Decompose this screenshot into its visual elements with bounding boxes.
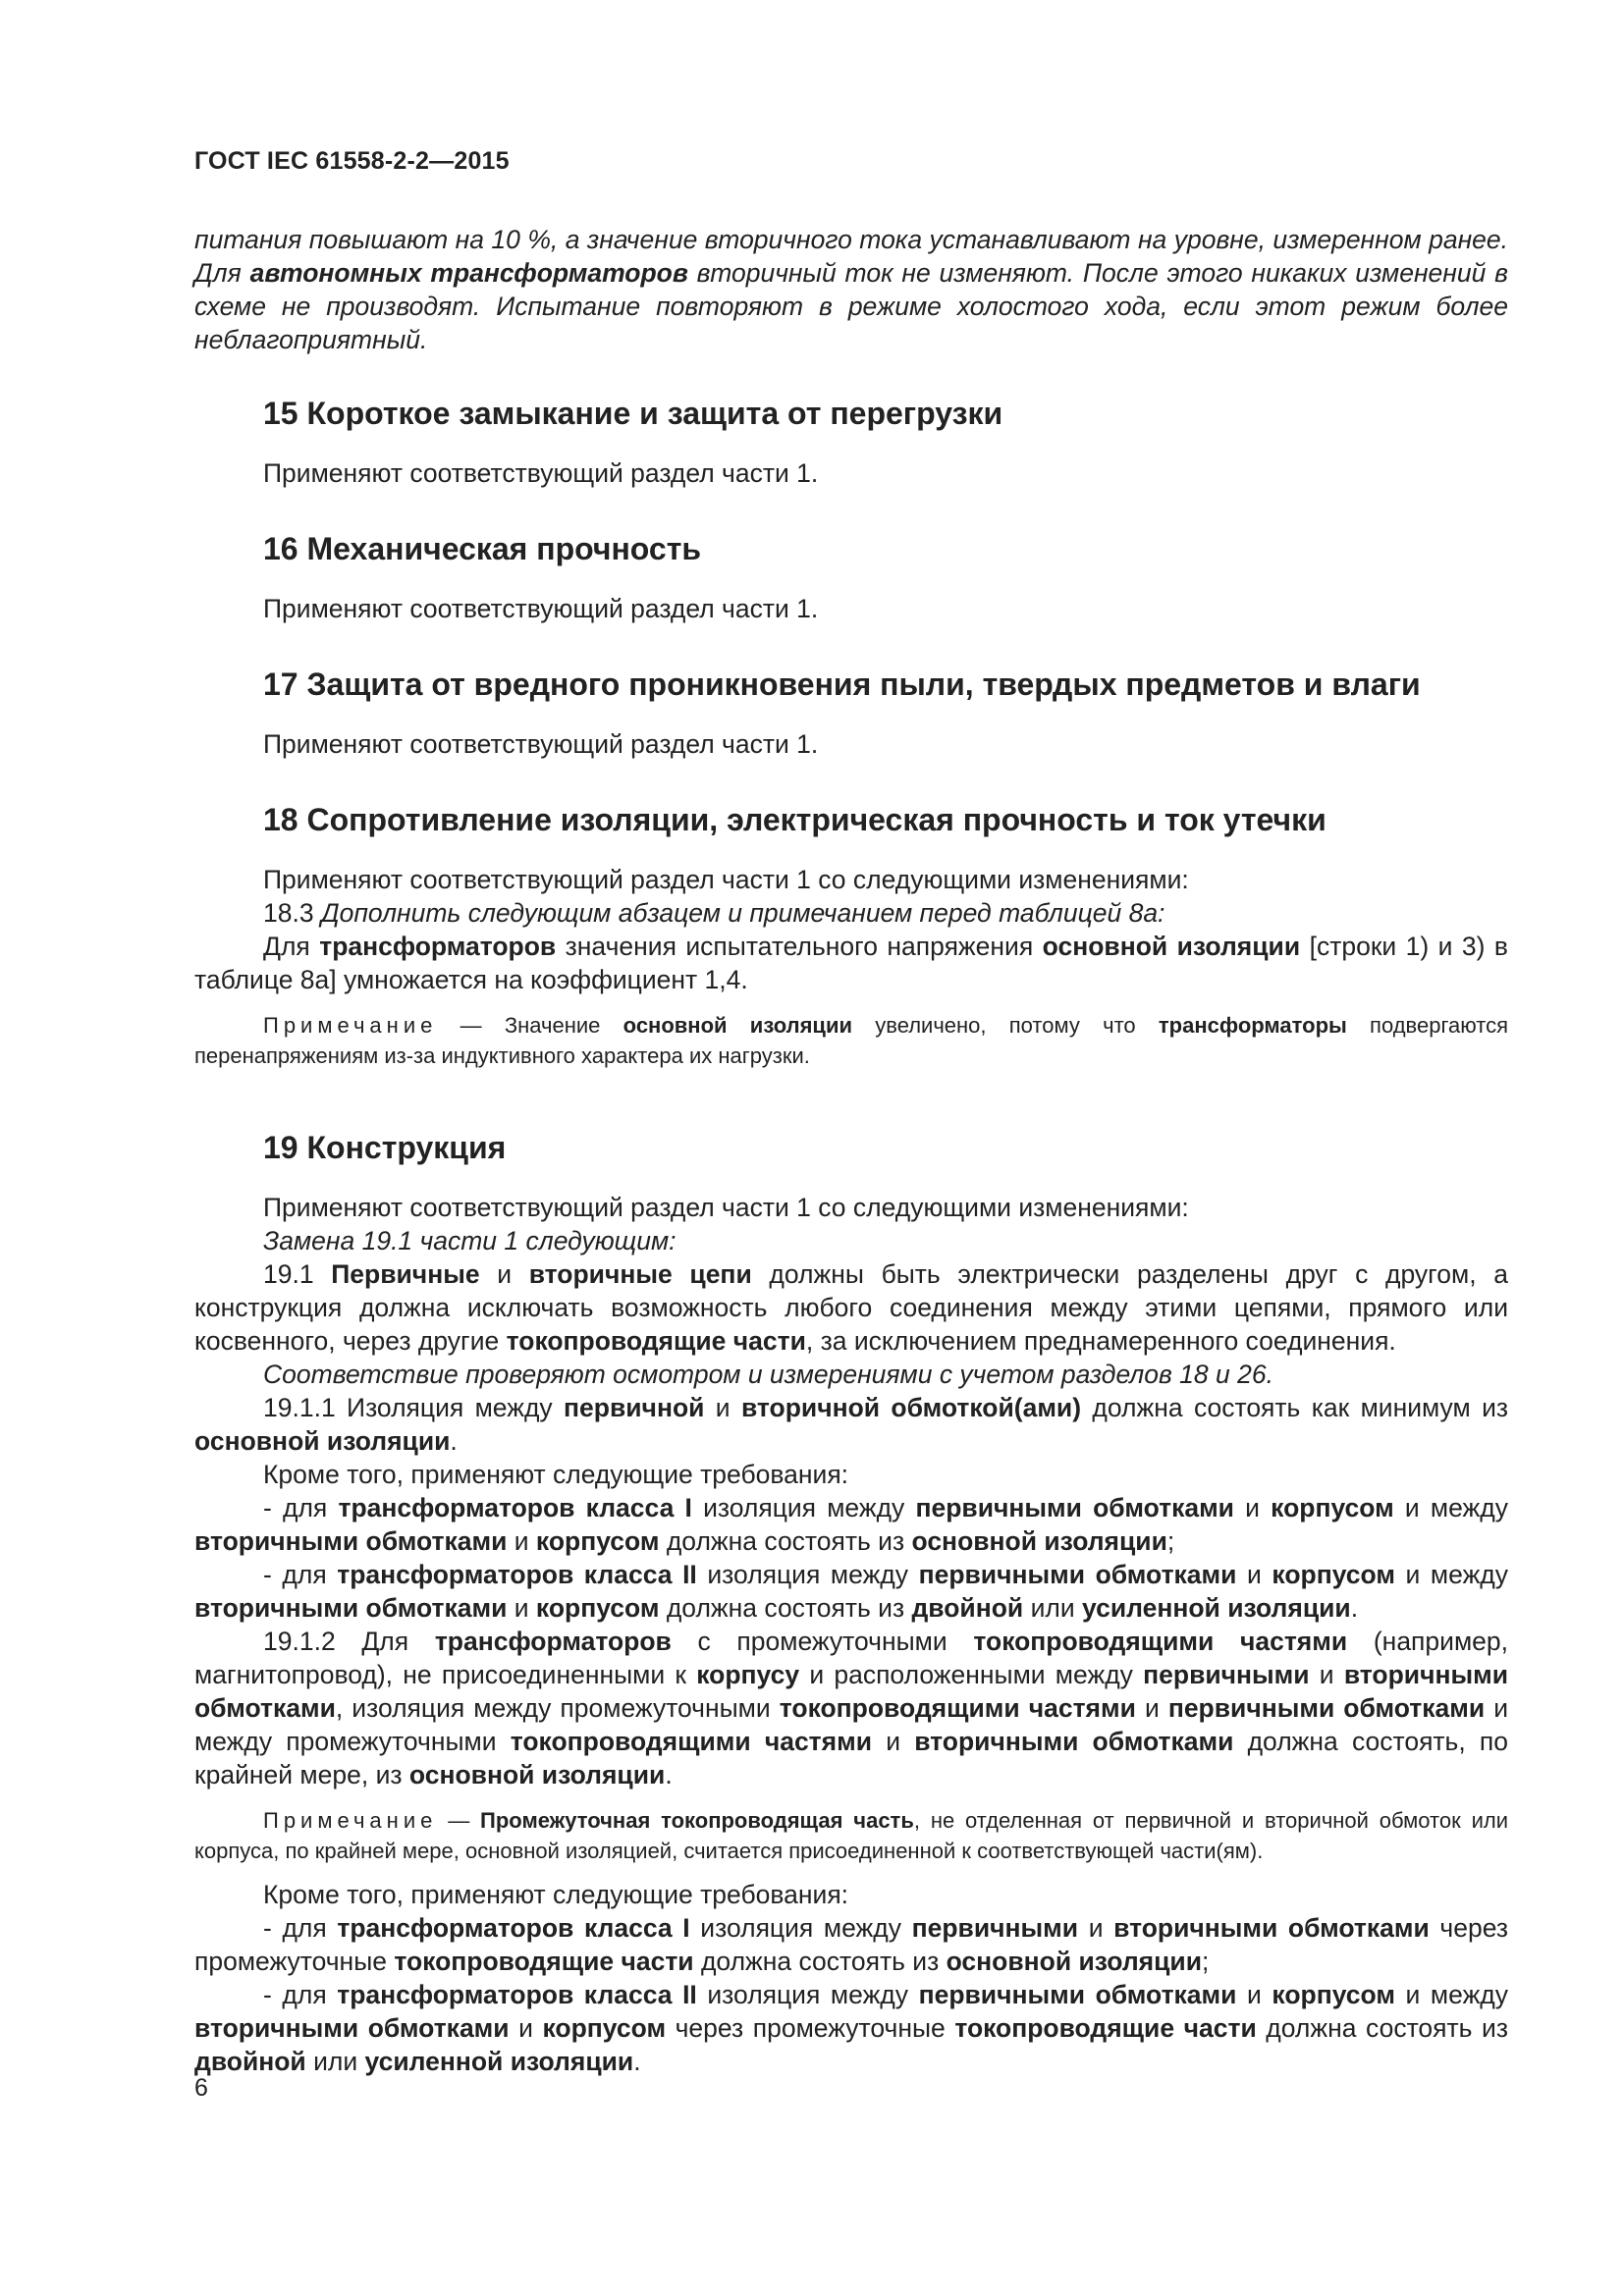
section-19-heading: 19 Конструкция bbox=[263, 1130, 507, 1165]
compliance-check: Соответствие проверяют осмотром и измерениями с учетом разделов 18 и 26. bbox=[263, 1360, 1273, 1389]
list-item-class-2-intermediate: - для трансформаторов класса II изоляция между первичными обмотками и корпусом и между вторичными обмотками и корпусом через промежуточные токопроводящие части должна состоять из двойной или усиленной изоляции. bbox=[194, 1980, 1509, 2076]
section-19-intro: Применяют соответствующий раздел части 1 со следующими изменениями: bbox=[263, 1193, 1189, 1222]
section-17-heading: 17 Защита от вредного проникновения пыли, твердых предметов и влаги bbox=[263, 667, 1421, 702]
section-19-replacement: Замена 19.1 части 1 следующим: bbox=[263, 1226, 677, 1255]
section-16-heading: 16 Механическая прочность bbox=[263, 531, 702, 566]
section-18-note: Примечание — Значение основной изоляции увеличено, потому что трансформаторы подвергаются перенапряжениям из-за индуктивного характера их нагрузки. bbox=[194, 1013, 1508, 1068]
intro-paragraph: питания повышают на 10 %, а значение вторичного тока устанавливают на уровне, измеренном ранее. Для автономных трансформаторов вторичный ток не изменяют. После этого никаких изменений в схеме не производят. Испытание повторяют в режиме холостого хода, если этот режим более неблагоприятный. bbox=[194, 225, 1508, 354]
clause-19-1-1: 19.1.1 Изоляция между первичной и вторичной обмоткой(ами) должна состоять как минимум из основной изоляции. bbox=[194, 1393, 1509, 1456]
section-19-note: Примечание — Промежуточная токопроводящая часть, не отделенная от первичной и вторичной обмоток или корпуса, по крайней мере, основной изоляцией, считается присоединенной к соответствующей части(ям). bbox=[194, 1808, 1508, 1863]
section-18-3-text: Для трансформаторов значения испытательного напряжения основной изоляции [строки 1) и 3) в таблице 8а] умножается на коэффициент 1,4. bbox=[194, 932, 1509, 994]
clause-19-1-2: 19.1.2 Для трансформаторов с промежуточными токопроводящими частями (например, магнитопровод), не присоединенными к корпусу и расположенными между первичными и вторичными обмотками, изоляция между промежуточными токопроводящими частями и первичными обмотками и между промежуточными токопроводящими частями и вторичными обмотками должна состоять, по крайней мере, из основной изоляции. bbox=[194, 1627, 1509, 1789]
list-item-class-1: - для трансформаторов класса I изоляция между первичными обмотками и корпусом и между вторичными обмотками и корпусом должна состоять из основной изоляции; bbox=[194, 1493, 1508, 1556]
section-18-intro: Применяют соответствующий раздел части 1 со следующими изменениями: bbox=[263, 865, 1189, 894]
section-18-heading: 18 Сопротивление изоляции, электрическая прочность и ток утечки bbox=[263, 802, 1326, 837]
section-18-3-instruction: 18.3 Дополнить следующим абзацем и примечанием перед таблицей 8а: bbox=[263, 898, 1165, 928]
requirements-intro: Кроме того, применяют следующие требования: bbox=[263, 1460, 849, 1489]
page-number: 6 bbox=[194, 2074, 208, 2102]
requirements-intro-2: Кроме того, применяют следующие требования: bbox=[263, 1880, 849, 1909]
section-15-body: Применяют соответствующий раздел части 1. bbox=[263, 458, 819, 488]
section-15-heading: 15 Короткое замыкание и защита от перегрузки bbox=[263, 396, 1003, 431]
section-16-body: Применяют соответствующий раздел части 1. bbox=[263, 594, 819, 623]
list-item-class-2: - для трансформаторов класса II изоляция между первичными обмотками и корпусом и между вторичными обмотками и корпусом должна состоять из двойной или усиленной изоляции. bbox=[194, 1560, 1509, 1623]
clause-19-1: 19.1 Первичные и вторичные цепи должны быть электрически разделены друг с другом, а конструкция должна исключать возможность любого соединения между этими цепями, прямого или косвенного, через другие токопроводящие части, за исключением преднамеренного соединения. bbox=[194, 1259, 1508, 1356]
page-content bbox=[194, 147, 1508, 2078]
list-item-class-1-intermediate: - для трансформаторов класса I изоляция между первичными и вторичными обмотками через промежуточные токопроводящие части должна состоять из основной изоляции; bbox=[194, 1913, 1508, 1976]
document-header: ГОСТ IEC 61558-2-2—2015 bbox=[194, 147, 510, 175]
section-17-body: Применяют соответствующий раздел части 1. bbox=[263, 729, 819, 759]
